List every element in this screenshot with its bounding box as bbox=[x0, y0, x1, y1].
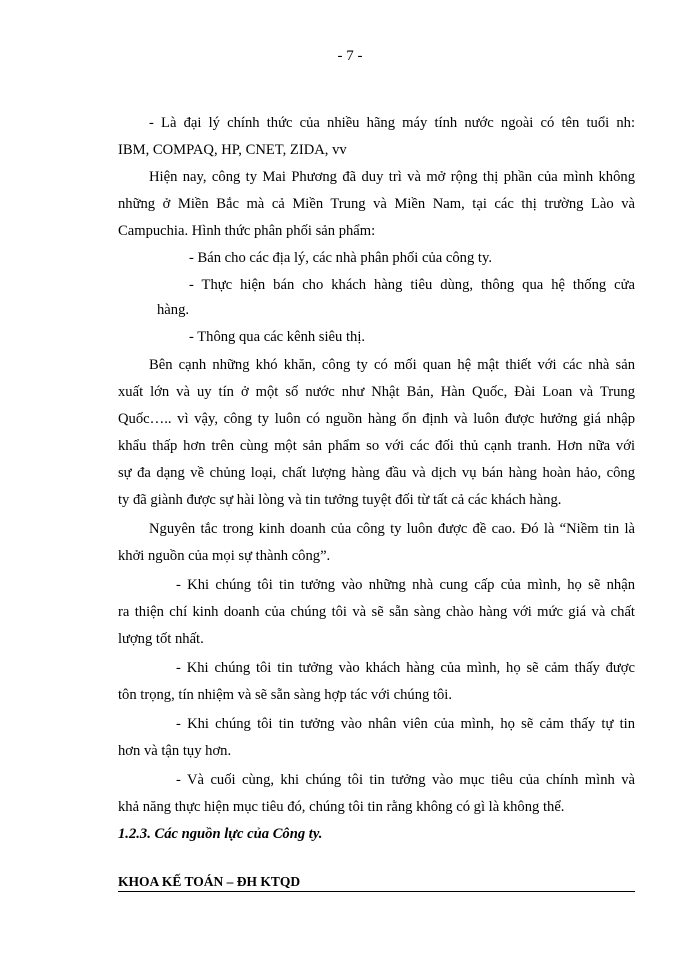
text-line: IBM, COMPAQ, HP, CNET, ZIDA, vv bbox=[118, 142, 347, 158]
text-line: - Khi chúng tôi tin tưởng vào những nhà cung cấp của mình, họ sẽ nhận bbox=[176, 577, 635, 593]
text-line: Nguyên tắc trong kinh doanh của công ty luôn được đề cao. Đó là “Niềm tin là bbox=[149, 521, 635, 537]
footer: KHOA KẾ TOÁN – ĐH KTQD bbox=[118, 874, 635, 892]
text-line: sự đa dạng về chủng loại, chất lượng hàng đầu và dịch vụ bán hàng hoàn hảo, công bbox=[118, 465, 635, 481]
text-line: Hiện nay, công ty Mai Phương đã duy trì và mở rộng thị phần của mình không bbox=[149, 169, 635, 185]
text-line: khả năng thực hiện mục tiêu đó, chúng tôi tin rằng không có gì là không thể. bbox=[118, 799, 565, 815]
text-line: - Khi chúng tôi tin tưởng vào nhân viên của mình, họ sẽ cảm thấy tự tin bbox=[176, 716, 635, 732]
text-line: - Là đại lý chính thức của nhiều hãng máy tính nước ngoài có tên tuổi nh: bbox=[149, 115, 635, 131]
text-line: - Và cuối cùng, khi chúng tôi tin tưởng vào mục tiêu của chính mình và bbox=[176, 772, 635, 788]
bullet-line: - Thông qua các kênh siêu thị. bbox=[189, 329, 366, 345]
bullet-line: - Bán cho các địa lý, các nhà phân phối của công ty. bbox=[189, 250, 492, 266]
text-line: khởi nguồn của mọi sự thành công”. bbox=[118, 548, 331, 564]
text-line: Campuchia. Hình thức phân phối sản phẩm: bbox=[118, 223, 376, 239]
text-line: hơn và tận tụy hơn. bbox=[118, 743, 232, 759]
text-line: - Khi chúng tôi tin tưởng vào khách hàng của mình, họ sẽ cảm thấy được bbox=[176, 660, 635, 676]
text-line: những ở Miền Bắc mà cả Miền Trung và Miền Nam, tại các thị trường Lào và bbox=[118, 196, 635, 212]
bullet-line: hàng. bbox=[157, 302, 190, 318]
text-line: ty đã giành được sự hài lòng và tin tưởng tuyệt đối từ tất cả các khách hàng. bbox=[118, 492, 562, 508]
text-line: ra thiện chí kinh doanh của chúng tôi và sẽ sẵn sàng chào hàng với mức giá và chất bbox=[118, 604, 635, 620]
section-heading: 1.2.3. Các nguồn lực của Công ty. bbox=[118, 826, 323, 842]
text-line: Bên cạnh những khó khăn, công ty có mối quan hệ mật thiết với các nhà sản bbox=[149, 357, 635, 373]
text-line: lượng tốt nhất. bbox=[118, 631, 204, 647]
page-number: - 7 - bbox=[337, 48, 363, 64]
text-line: Quốc….. vì vậy, công ty luôn có nguồn hàng ổn định và luôn được hưởng giá nhập bbox=[118, 411, 635, 427]
text-line: xuất lớn và uy tín ở một số nước như Nhật Bản, Hàn Quốc, Đài Loan và Trung bbox=[118, 384, 635, 400]
text-line: tôn trọng, tín nhiệm và sẽ sẵn sàng hợp tác với chúng tôi. bbox=[118, 687, 453, 703]
text-line: khẩu thấp hơn trên cùng một sản phẩm so với các đối thủ cạnh tranh. Hơn nữa với bbox=[118, 438, 635, 454]
bullet-line: - Thực hiện bán cho khách hàng tiêu dùng, thông qua hệ thống cửa bbox=[189, 277, 635, 293]
